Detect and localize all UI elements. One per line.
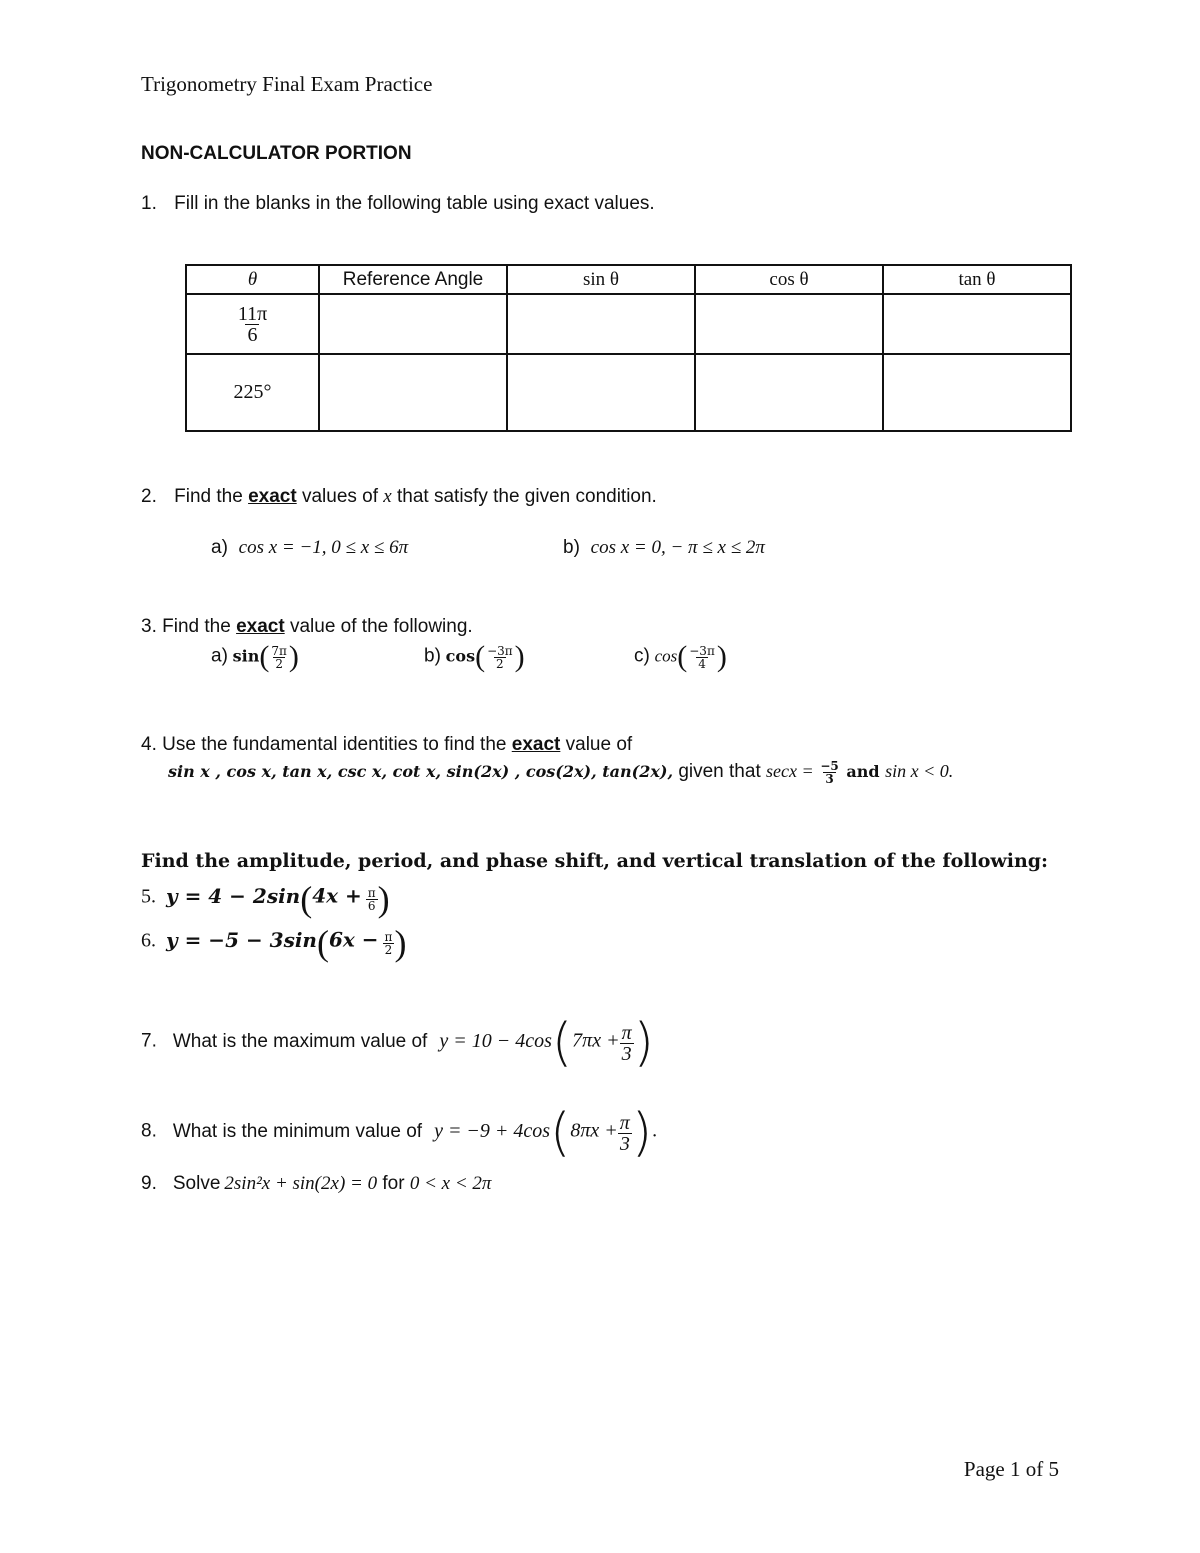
question-text: What is the maximum value of — [172, 1030, 428, 1052]
question-3b: b) cos( $\frac{-3\pi}{2}$ ) — [424, 640, 525, 673]
values-table — [185, 264, 1072, 432]
function-list: sin x , cos x, tan x, csc x, cot x, sin(2x) , cos(2x), tan(2x), — [168, 761, 674, 781]
equation: 2sin²x + sin(2x) = 0 — [224, 1173, 378, 1194]
question-number: 8. — [141, 1120, 157, 1142]
table-cell-blank — [319, 354, 507, 431]
question-text: What is the minimum value of — [172, 1120, 423, 1142]
question-text: Find the — [174, 486, 249, 507]
question-text: given that — [673, 760, 766, 782]
equation: y = 4 − 2sin — [166, 883, 301, 908]
table-cell-blank — [883, 354, 1071, 431]
equation: y = 10 − 4cos — [439, 1029, 552, 1052]
fraction: $\frac{-3\pi}{4}$ — [689, 643, 715, 671]
conjunction: and — [840, 761, 886, 781]
question-8: 8. What is the minimum value of y = −9 + 4cos(8πx + $\frac{\pi}{3}$ ). — [141, 1103, 658, 1163]
emphasis-exact: exact — [236, 616, 285, 637]
page-number: Page 1 of 5 — [963, 1457, 1059, 1481]
question-text: that satisfy the given condition. — [391, 486, 657, 507]
question-number: 9. — [141, 1173, 157, 1194]
table-cell-blank — [883, 294, 1071, 354]
question-text: Fill in the blanks in the following table using exact values. — [174, 193, 655, 214]
part-label: a) — [211, 537, 228, 558]
period: . — [652, 1119, 658, 1142]
question-number: 1. — [141, 193, 157, 214]
table-header-reference-angle: Reference Angle — [319, 265, 507, 294]
table-header-cos: cos θ — [695, 265, 883, 294]
question-text: values of — [296, 486, 384, 507]
question-1 — [141, 193, 655, 215]
question-number: 7. — [141, 1030, 157, 1052]
question-5: 5. y = 4 − 2sin(4x + $\frac{\pi}{6}$ ) — [141, 879, 390, 919]
fraction: $\frac{\pi}{6}$ — [367, 885, 376, 913]
page-header-title: Trigonometry Final Exam Practice — [141, 72, 433, 96]
question-text: Find the — [162, 616, 237, 637]
equation-inner: 7πx + — [572, 1029, 620, 1052]
part-label: c) — [634, 645, 650, 667]
part-label: b) — [424, 645, 441, 667]
table-cell-blank — [507, 354, 695, 431]
question-number: 2. — [141, 486, 157, 507]
question-text: for — [377, 1173, 410, 1194]
emphasis-exact: exact — [511, 734, 561, 755]
section-title: NON-CALCULATOR PORTION — [141, 143, 412, 164]
function-name: sin — [232, 646, 260, 666]
emphasis-exact: exact — [248, 486, 297, 507]
question-number: 6. — [141, 929, 156, 952]
equation-inner: 4x + — [312, 883, 362, 908]
question-7: 7. What is the maximum value of y = 10 − 4cos(7πx + $\frac{\pi}{3}$ ) — [141, 1013, 654, 1073]
function-name: cos — [445, 646, 476, 666]
table-row — [186, 354, 1071, 431]
equation: cos x = 0, − π ≤ x ≤ 2π — [590, 537, 765, 558]
equation: cos x = −1, 0 ≤ x ≤ 6π — [238, 537, 409, 558]
fraction: $\frac{\pi}{3}$ — [621, 1021, 632, 1065]
question-number: 4. — [141, 734, 157, 755]
question-9 — [141, 1173, 491, 1195]
question-number: 3. — [141, 616, 157, 637]
angle-fraction: $\frac{11\pi}{6}$ — [237, 302, 268, 346]
amplitude-heading: Find the amplitude, period, and phase shift, and vertical translation of the following: — [141, 850, 1049, 872]
equation-inner: 8πx + — [570, 1119, 618, 1142]
question-6: 6. y = −5 − 3sin(6x − $\frac{\pi}{2}$ ) — [141, 923, 407, 963]
range: 0 < x < 2π — [409, 1173, 492, 1194]
table-header-sin: sin θ — [507, 265, 695, 294]
question-text: value of — [560, 734, 633, 755]
equation-inner: 6x − — [328, 927, 379, 952]
question-2 — [141, 486, 657, 508]
table-cell-angle — [186, 294, 319, 354]
sec-expression: secx = — [766, 760, 814, 781]
table-cell-blank — [319, 294, 507, 354]
table-cell-angle: 225° — [186, 354, 319, 431]
fraction: $\frac{\pi}{2}$ — [384, 929, 393, 957]
table-cell-blank — [507, 294, 695, 354]
question-2b — [563, 537, 765, 559]
question-number: 5. — [141, 885, 156, 908]
question-text: value of the following. — [284, 616, 473, 637]
variable-x: x — [383, 486, 392, 507]
table-cell-blank — [695, 294, 883, 354]
table-header-tan: tan θ — [883, 265, 1071, 294]
question-3 — [141, 616, 473, 638]
fraction: $\frac{7\pi}{2}$ — [271, 643, 287, 671]
function-name: cos — [654, 646, 678, 666]
table-row — [186, 294, 1071, 354]
table-header-theta: θ — [186, 265, 319, 294]
equation: y = −9 + 4cos — [434, 1119, 551, 1142]
question-4 — [141, 734, 632, 756]
equation: y = −5 − 3sin — [166, 927, 317, 952]
question-3a: a) sin( $\frac{7\pi}{2}$ ) — [211, 640, 299, 673]
question-text: Solve — [172, 1173, 221, 1194]
sin-condition: sin x < 0. — [885, 760, 954, 781]
question-4-condition — [168, 760, 953, 785]
question-3c: c) cos( $\frac{-3\pi}{4}$ ) — [634, 640, 727, 673]
part-label: a) — [211, 645, 228, 667]
question-text: Use the fundamental identities to find the — [162, 734, 512, 755]
fraction: $\frac{-5}{3}$ — [820, 759, 839, 786]
fraction: $\frac{\pi}{3}$ — [619, 1111, 630, 1155]
part-label: b) — [563, 537, 580, 558]
question-2a — [211, 537, 408, 559]
table-header-row — [186, 265, 1071, 294]
table-cell-blank — [695, 354, 883, 431]
fraction: $\frac{-3\pi}{2}$ — [487, 643, 513, 671]
